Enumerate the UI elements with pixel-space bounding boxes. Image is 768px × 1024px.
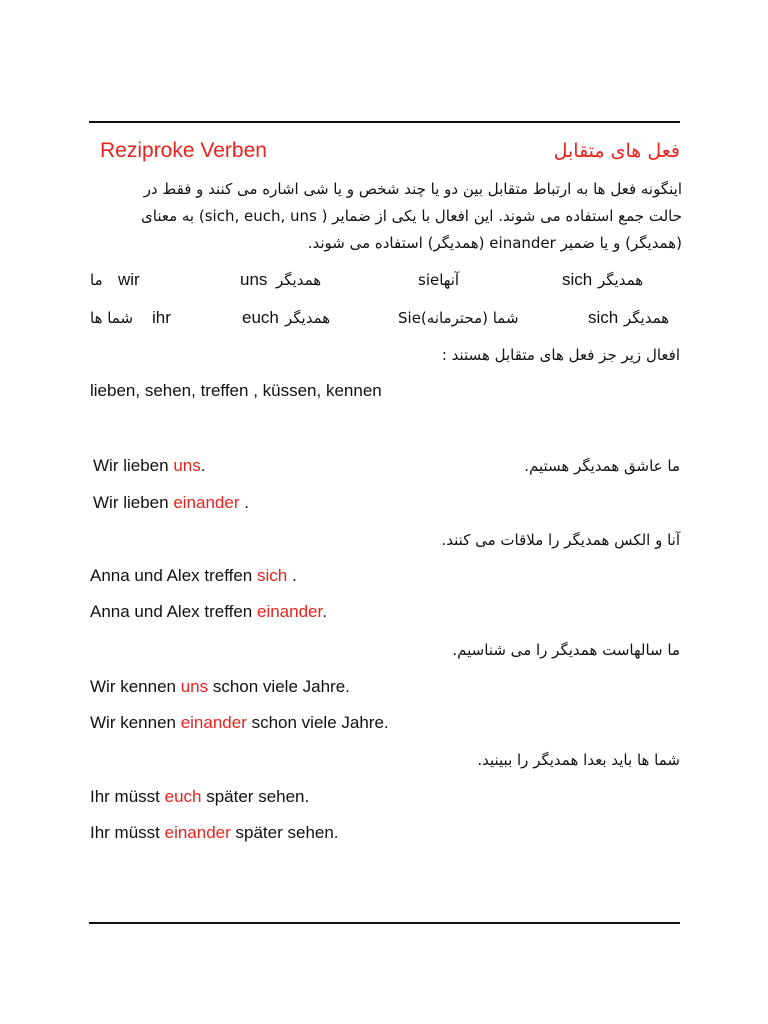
intro-paragraph [82,176,682,257]
reciprocal-pronoun: uns [180,677,209,696]
example-sentence: Wir lieben uns. [93,456,206,475]
pronoun-de: sich [588,308,619,327]
pronoun-de: euch [242,308,279,327]
example-sentence: Anna und Alex treffen sich . [90,566,297,585]
intro-line: حالت جمع استفاده می شوند. این افعال با یکی از ضمایر ( sich, euch, uns) به معنای [141,207,682,225]
pronoun-de: wir [118,270,140,289]
example-translation: ما عاشق همدیگر هستیم. [524,457,680,475]
title-german: Reziproke Verben [100,139,267,162]
example-translation: آنا و الکس همدیگر را ملاقات می کنند. [441,531,680,549]
top-rule [89,121,680,123]
einander-word: einander [173,493,240,512]
example-sentence: Wir kennen uns schon viele Jahre. [90,677,350,696]
reciprocal-pronoun: sich [256,566,288,585]
pronoun-de: uns [240,270,268,289]
intro-line: اینگونه فعل ها به ارتباط متقابل بین دو یا چند شخص و یا شی اشاره می کنند و فقط در [143,180,682,198]
pronoun-mixed: شما (محترمانه)Sie [398,309,519,327]
example-translation: شما ها باید بعدا همدیگر را ببینید. [477,751,680,769]
einander-word: einander [256,602,323,621]
intro-line: (همدیگر) و یا ضمیر einander (همدیگر) استفاده می شوند. [307,234,682,252]
pronoun-fa: همدیگر [276,271,322,289]
example-sentence: Ihr müsst einander später sehen. [90,823,339,842]
pronoun-fa: ما [90,271,103,289]
pronoun-fa: همدیگر [624,309,670,327]
bottom-rule [89,922,680,924]
pronoun-fa: همدیگر [598,271,644,289]
example-sentence: Wir kennen einander schon viele Jahre. [90,713,389,732]
pronoun-de: sich [562,270,593,289]
pronoun-mixed: آنهاsie [418,271,460,289]
example-sentence: Ihr müsst euch später sehen. [90,787,310,806]
einander-word: einander [180,713,247,732]
example-sentence: Wir lieben einander . [93,493,249,512]
reciprocal-pronoun: euch [164,787,202,806]
pronoun-fa: شما ها [90,309,134,327]
example-translation: ما سالهاست همدیگر را می شناسیم. [452,641,680,659]
einander-word: einander [164,823,231,842]
example-sentence: Anna und Alex treffen einander. [90,602,327,621]
reciprocal-pronoun: uns [173,456,201,475]
pronoun-de: ihr [152,308,171,327]
verbs-list: lieben, sehen, treffen , küssen, kennen [90,381,382,400]
verbs-heading: افعال زیر جز فعل های متقابل هستند : [441,346,680,364]
pronoun-fa: همدیگر [285,309,331,327]
title-persian: فعل های متقابل [553,140,680,162]
